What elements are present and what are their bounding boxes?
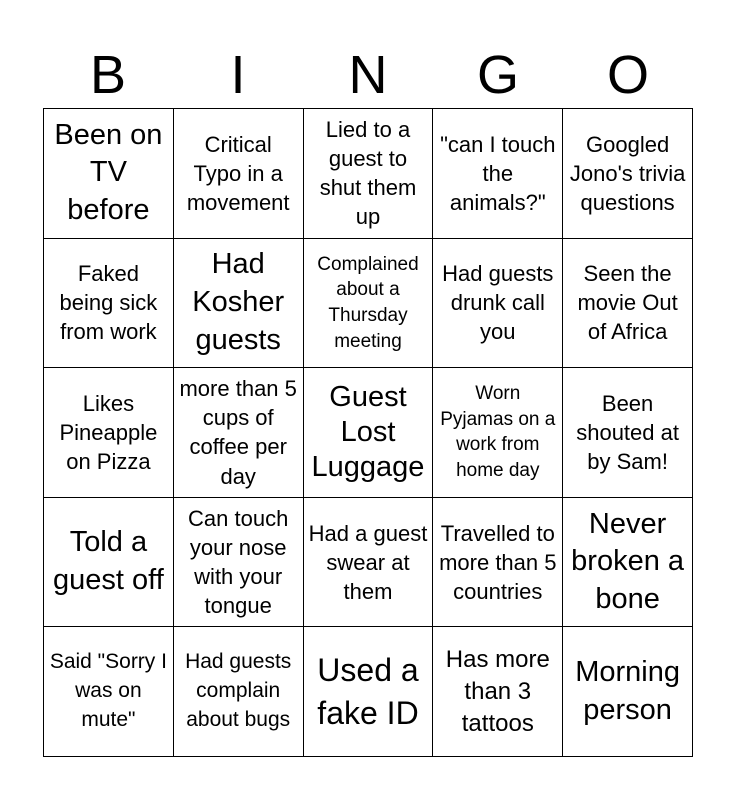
bingo-cell[interactable]: Can touch your nose with your tongue [174,498,304,628]
bingo-cell[interactable]: Complained about a Thursday meeting [304,239,434,369]
bingo-cell[interactable]: more than 5 cups of coffee per day [174,368,304,498]
bingo-cell[interactable]: Never broken a bone [563,498,693,628]
bingo-cell[interactable]: Used a fake ID [304,627,434,757]
bingo-cell[interactable]: Had guests complain about bugs [174,627,304,757]
bingo-cell[interactable]: Worn Pyjamas on a work from home day [433,368,563,498]
bingo-cell[interactable]: Had a guest swear at them [304,498,434,628]
bingo-cell[interactable]: Critical Typo in a movement [174,109,304,239]
bingo-cell[interactable]: Faked being sick from work [44,239,174,369]
bingo-cell[interactable]: Been shouted at by Sam! [563,368,693,498]
bingo-cell[interactable]: Told a guest off [44,498,174,628]
header-letter-b: B [89,45,127,105]
bingo-cell[interactable]: Morning person [563,627,693,757]
bingo-cell[interactable]: Seen the movie Out of Africa [563,239,693,369]
bingo-cell[interactable]: Googled Jono's trivia questions [563,109,693,239]
bingo-cell[interactable]: Had Kosher guests [174,239,304,369]
bingo-cell[interactable]: Had guests drunk call you [433,239,563,369]
bingo-grid [43,108,693,757]
bingo-cell[interactable]: Has more than 3 tattoos [433,627,563,757]
header-letter-i: I [230,45,246,105]
header-letter-n: N [348,45,388,105]
bingo-cell[interactable]: Said "Sorry I was on mute" [44,627,174,757]
bingo-cell[interactable]: Been on TV before [44,109,174,239]
bingo-cell[interactable]: Travelled to more than 5 countries [433,498,563,628]
bingo-cell[interactable]: "can I touch the animals?" [433,109,563,239]
bingo-cell[interactable]: Likes Pineapple on Pizza [44,368,174,498]
bingo-header [43,42,693,108]
header-letter-o: O [606,45,649,105]
bingo-cell[interactable]: Guest Lost Luggage [304,368,434,498]
header-letter-g: G [476,45,519,105]
bingo-cell[interactable]: Lied to a guest to shut them up [304,109,434,239]
